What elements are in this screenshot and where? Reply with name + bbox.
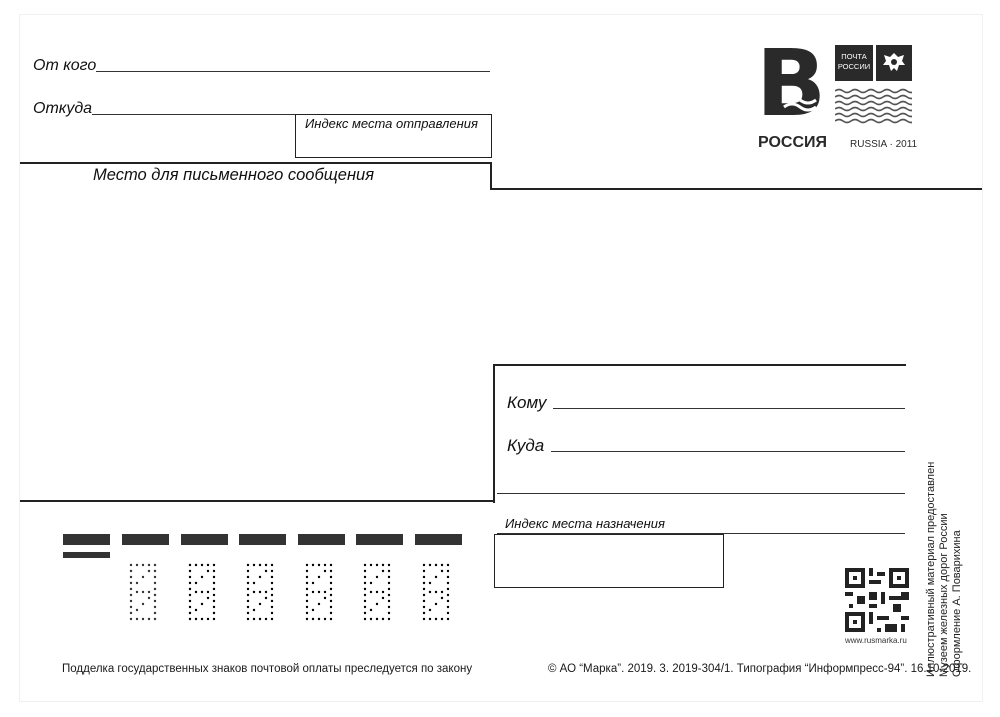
index-digit-bar	[356, 534, 403, 545]
double-headed-eagle-icon	[876, 45, 912, 81]
post-logo: ПОЧТА РОССИИ	[835, 45, 873, 81]
credits-line-1: Иллюстративный материал предоставлен	[925, 461, 937, 677]
credits-block	[925, 462, 964, 677]
index-code-bar	[63, 534, 110, 545]
message-bottom-rule	[20, 500, 495, 502]
imprint-text: © АО “Марка”. 2019. 3. 2019-304/1. Типография “Информпресс-94”. 16.10.2019.	[548, 663, 972, 675]
postage-stamp	[756, 30, 926, 155]
where-to-label: Куда	[507, 436, 545, 455]
origin-index-box[interactable]	[295, 114, 492, 158]
index-digit-template[interactable]	[363, 563, 393, 623]
index-digit-bar	[181, 534, 228, 545]
origin-index-label: Индекс места отправления	[305, 116, 478, 131]
stamp-country: РОССИЯ	[758, 134, 828, 151]
stamp-wave-icon	[780, 88, 820, 118]
index-digit-bar	[415, 534, 462, 545]
index-digit-template[interactable]	[422, 563, 452, 623]
where-from-label: Откуда	[33, 100, 93, 117]
credits-line-2: Музеем железных дорог России	[938, 513, 950, 677]
qr-code-icon	[845, 568, 909, 632]
to-field[interactable]	[553, 408, 905, 409]
from-label: От кого	[33, 57, 97, 74]
message-area-label: Место для письменного сообщения	[93, 166, 375, 184]
where-from-field[interactable]	[92, 114, 295, 115]
index-digit-bar	[298, 534, 345, 545]
index-code-bar-sub	[63, 552, 110, 558]
address-top-rule	[493, 364, 906, 366]
postcard-back	[20, 15, 982, 701]
forgery-notice: Подделка государственных знаков почтовой оплаты преследуется по закону	[62, 663, 473, 675]
from-field[interactable]	[96, 71, 490, 72]
message-divider-right	[490, 188, 982, 190]
dest-index-label: Индекс места назначения	[505, 516, 665, 531]
index-digit-template[interactable]	[188, 563, 218, 623]
index-digit-template[interactable]	[305, 563, 335, 623]
stamp-wave-pattern	[835, 88, 912, 128]
credits-line-3: Оформление А. Поварихина	[951, 530, 963, 677]
address-left-rule	[493, 364, 495, 503]
index-digit-bar	[239, 534, 286, 545]
website-link[interactable]: www.rusmarka.ru	[845, 636, 907, 645]
stamp-country-year: RUSSIA · 2011	[850, 139, 918, 150]
to-label: Кому	[507, 393, 547, 412]
index-digit-bar	[122, 534, 169, 545]
dest-index-box[interactable]	[494, 534, 724, 588]
index-digit-template[interactable]	[129, 563, 159, 623]
message-divider-step	[490, 162, 492, 189]
index-digit-template[interactable]	[246, 563, 276, 623]
stamp-letter-b: В	[756, 30, 827, 137]
address-extra-line[interactable]	[497, 493, 905, 494]
where-to-field[interactable]	[551, 451, 905, 452]
message-divider-left	[20, 162, 492, 164]
